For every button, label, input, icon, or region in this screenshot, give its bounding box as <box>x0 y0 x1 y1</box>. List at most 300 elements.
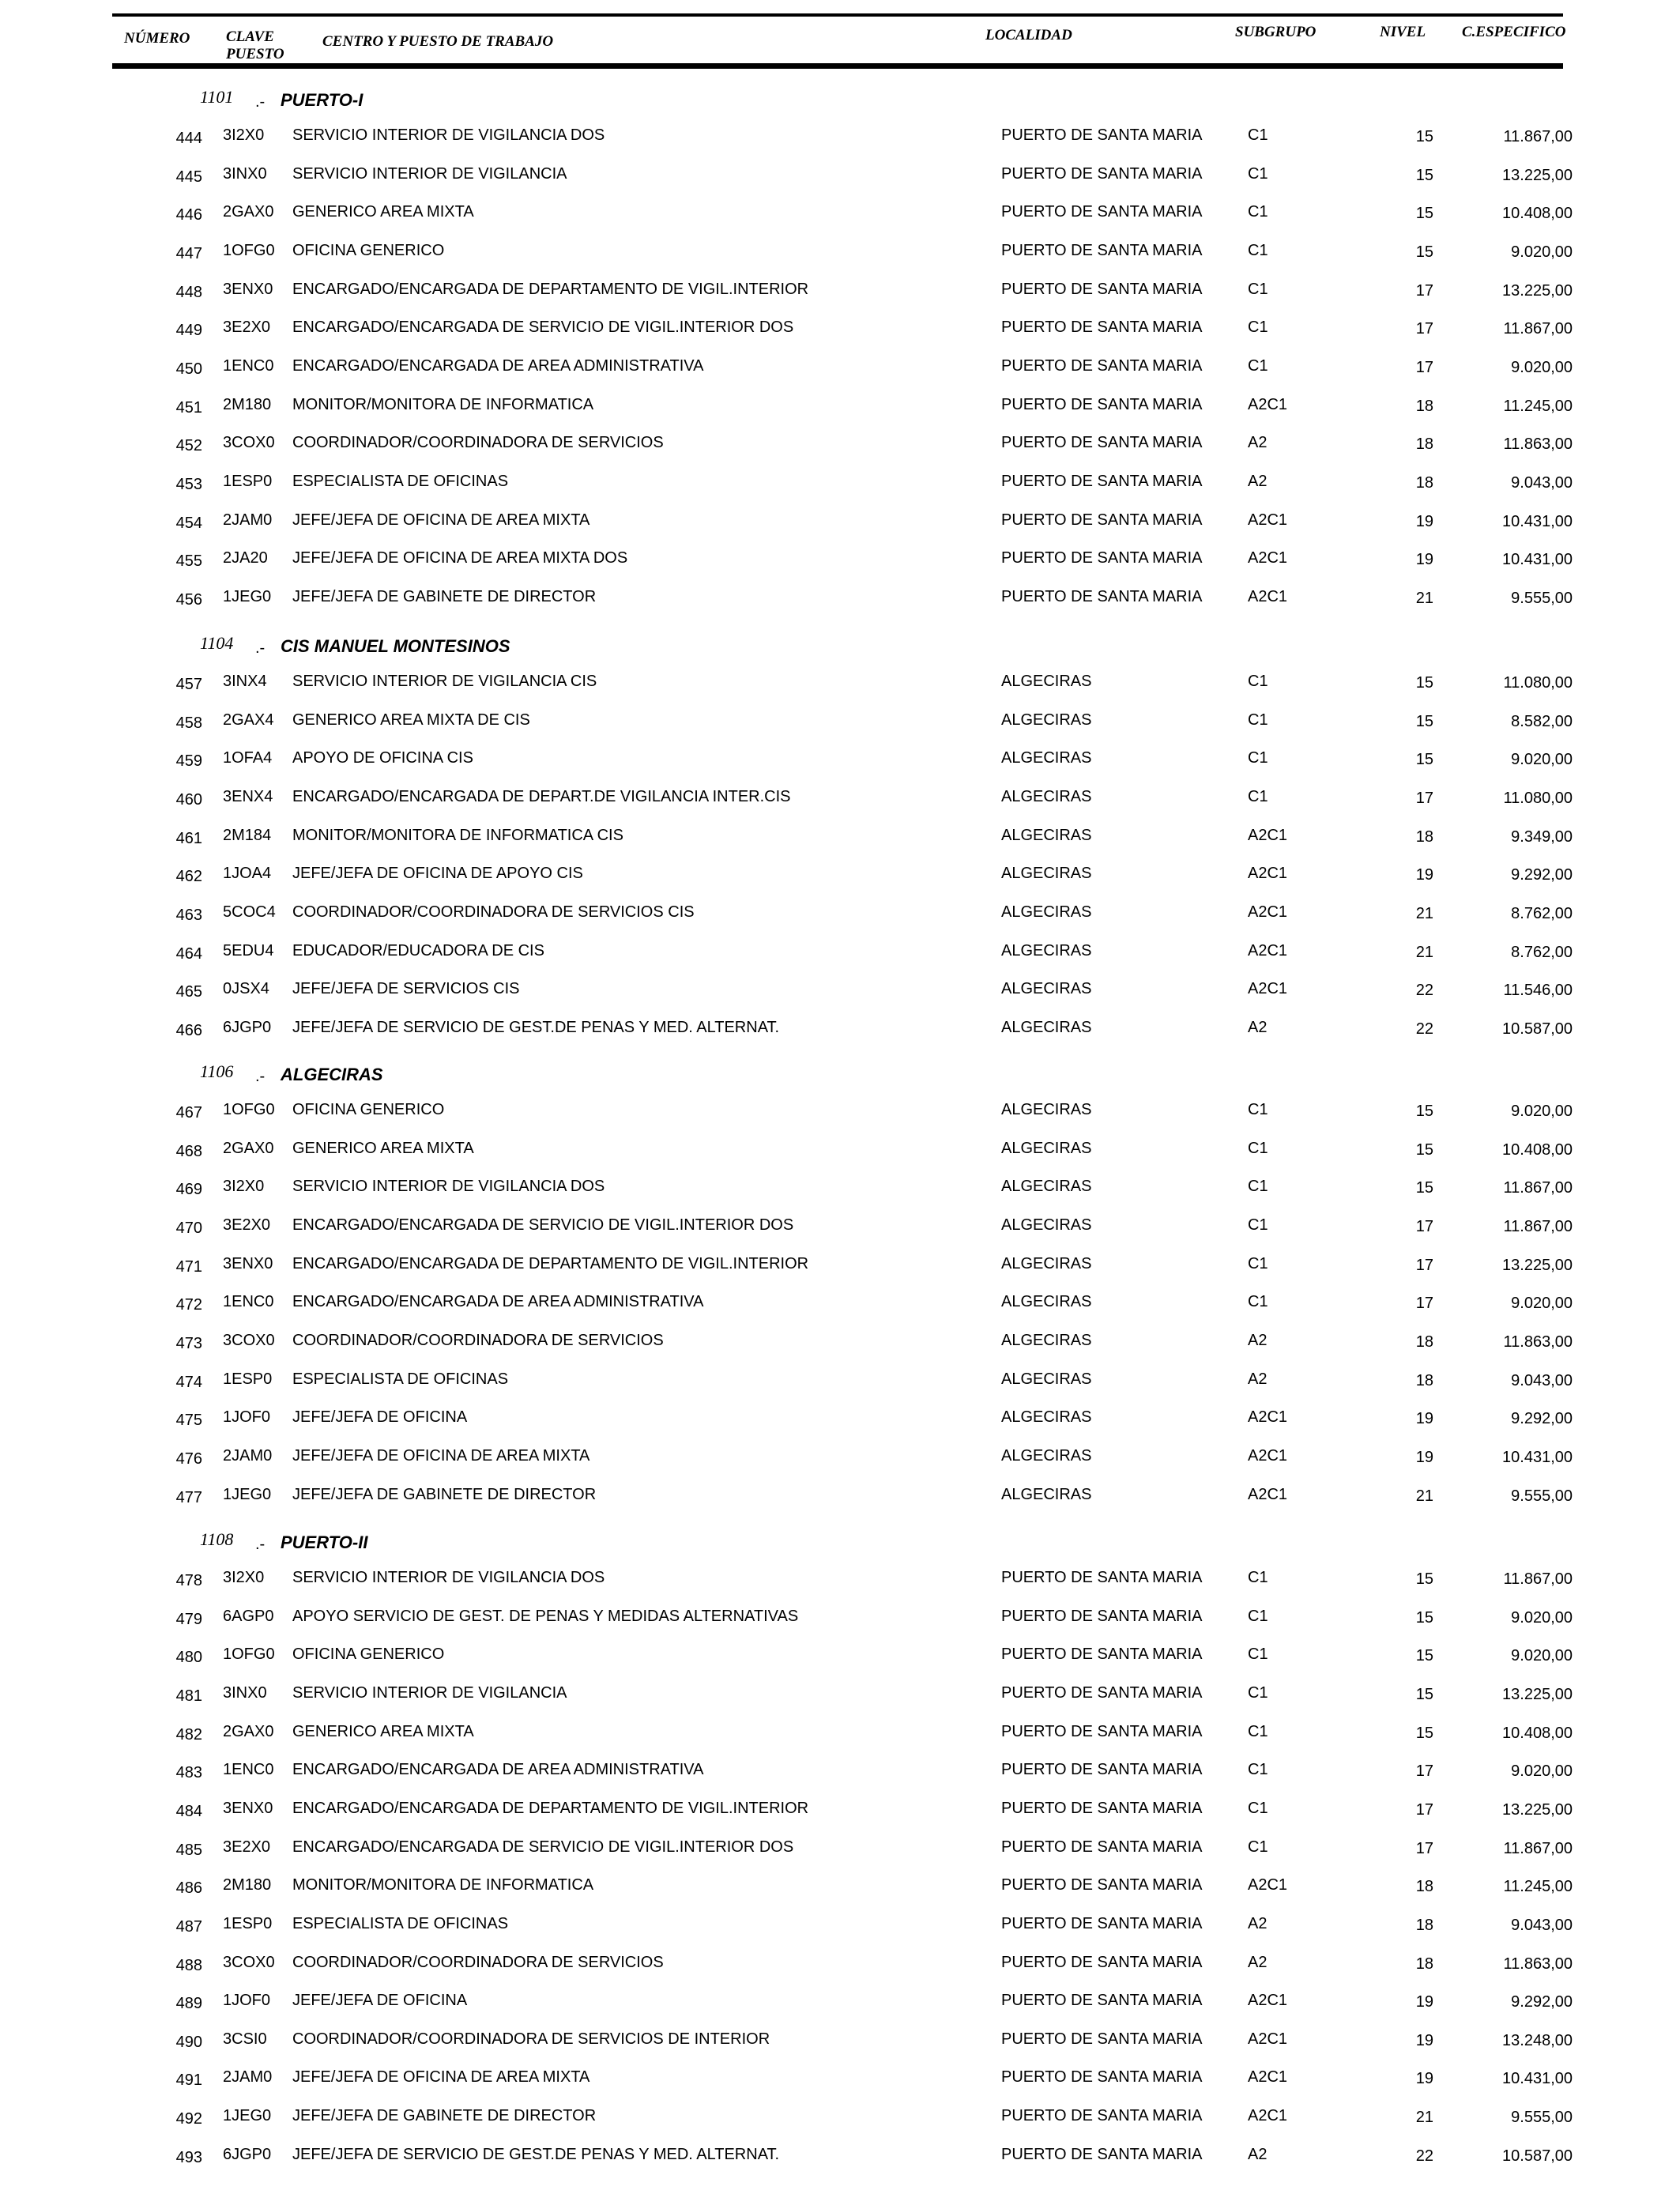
centro-cell: JEFE/JEFA DE SERVICIO DE GEST.DE PENAS Y MED. ALTERNAT. <box>292 2146 780 2163</box>
localidad-cell: PUERTO DE SANTA MARIA <box>1001 1569 1203 1586</box>
subgrupo-cell: A2C1 <box>1248 1992 1288 2009</box>
centro-cell: JEFE/JEFA DE GABINETE DE DIRECTOR <box>292 588 597 605</box>
subgrupo-cell: C1 <box>1248 1838 1268 1856</box>
centro-cell: JEFE/JEFA DE GABINETE DE DIRECTOR <box>292 1486 597 1503</box>
localidad-cell: PUERTO DE SANTA MARIA <box>1001 126 1203 144</box>
centro-cell: ENCARGADO/ENCARGADA DE AREA ADMINISTRATIVA <box>292 1293 704 1310</box>
numero-cell: 476 <box>175 1450 202 1468</box>
centro-cell: SERVICIO INTERIOR DE VIGILANCIA DOS <box>292 1178 605 1195</box>
centro-cell: JEFE/JEFA DE OFICINA DE AREA MIXTA <box>292 2068 590 2086</box>
nivel-cell: 17 <box>1415 282 1433 300</box>
section-code: 1106 <box>200 1061 234 1081</box>
clave-cell: 3INX4 <box>223 673 267 690</box>
c-especifico-cell: 10.408,00 <box>1502 1725 1573 1742</box>
clave-cell: 3I2X0 <box>223 126 265 144</box>
clave-cell: 3INX0 <box>223 1684 267 1702</box>
numero-cell: 471 <box>175 1258 202 1276</box>
subgrupo-cell: C1 <box>1248 1140 1268 1157</box>
localidad-cell: PUERTO DE SANTA MARIA <box>1001 2146 1203 2163</box>
clave-cell: 5EDU4 <box>223 942 274 959</box>
numero-cell: 463 <box>175 907 202 924</box>
c-especifico-cell: 11.546,00 <box>1503 982 1573 999</box>
centro-cell: GENERICO AREA MIXTA <box>292 203 474 221</box>
c-especifico-cell: 11.867,00 <box>1503 320 1573 337</box>
table-row <box>0 1721 1680 1748</box>
table-row <box>0 548 1680 575</box>
c-especifico-cell: 11.080,00 <box>1503 674 1573 692</box>
table-row <box>0 1837 1680 1864</box>
nivel-cell: 15 <box>1415 167 1433 184</box>
nivel-cell: 19 <box>1415 1449 1433 1466</box>
nivel-cell: 17 <box>1415 1257 1433 1274</box>
numero-cell: 493 <box>175 2149 202 2166</box>
nivel-cell: 18 <box>1415 1955 1433 1973</box>
centro-cell: SERVICIO INTERIOR DE VIGILANCIA <box>292 165 567 183</box>
nivel-cell: 19 <box>1415 513 1433 530</box>
numero-cell: 467 <box>175 1104 202 1122</box>
subgrupo-cell: A2C1 <box>1248 1408 1288 1426</box>
centro-cell: JEFE/JEFA DE SERVICIO DE GEST.DE PENAS Y MED. ALTERNAT. <box>292 1019 780 1036</box>
table-row <box>0 2029 1680 2056</box>
numero-cell: 468 <box>175 1143 202 1160</box>
table-row <box>0 510 1680 537</box>
subgrupo-cell: A2C1 <box>1248 827 1288 844</box>
numero-cell: 479 <box>175 1611 202 1628</box>
c-especifico-cell: 11.863,00 <box>1503 1333 1573 1351</box>
subgrupo-cell: A2 <box>1248 1332 1268 1349</box>
centro-cell: MONITOR/MONITORA DE INFORMATICA CIS <box>292 827 623 844</box>
localidad-cell: PUERTO DE SANTA MARIA <box>1001 1800 1203 1817</box>
subgrupo-cell: C1 <box>1248 1800 1268 1817</box>
centro-cell: COORDINADOR/COORDINADORA DE SERVICIOS <box>292 1954 664 1971</box>
section-header <box>0 1061 1680 1093</box>
table-row <box>0 1176 1680 1203</box>
table-row <box>0 1683 1680 1710</box>
numero-cell: 462 <box>175 868 202 885</box>
c-especifico-cell: 11.863,00 <box>1503 1955 1573 1973</box>
subgrupo-cell: A2C1 <box>1248 2068 1288 2086</box>
table-row <box>0 1407 1680 1434</box>
section-separator: .- <box>255 1068 266 1085</box>
section-name: ALGECIRAS <box>281 1065 383 1084</box>
localidad-cell: PUERTO DE SANTA MARIA <box>1001 1723 1203 1740</box>
subgrupo-cell: A2 <box>1248 473 1268 490</box>
subgrupo-cell: C1 <box>1248 711 1268 729</box>
table-row <box>0 1446 1680 1472</box>
centro-cell: JEFE/JEFA DE OFICINA <box>292 1992 468 2009</box>
nivel-cell: 18 <box>1415 398 1433 415</box>
localidad-cell: ALGECIRAS <box>1001 711 1092 729</box>
table-row <box>0 240 1680 267</box>
c-especifico-cell: 13.225,00 <box>1502 1801 1573 1819</box>
nivel-cell: 18 <box>1415 1333 1433 1351</box>
localidad-cell: PUERTO DE SANTA MARIA <box>1001 319 1203 336</box>
table-row <box>0 863 1680 890</box>
numero-cell: 464 <box>175 945 202 963</box>
clave-cell: 1JOA4 <box>223 865 272 882</box>
clave-cell: 3E2X0 <box>223 319 271 336</box>
centro-cell: ESPECIALISTA DE OFICINAS <box>292 1915 509 1932</box>
numero-cell: 478 <box>175 1572 202 1589</box>
section-name: PUERTO-I <box>281 90 363 110</box>
centro-cell: SERVICIO INTERIOR DE VIGILANCIA DOS <box>292 1569 605 1586</box>
nivel-cell: 19 <box>1415 1410 1433 1427</box>
table-row <box>0 1875 1680 1902</box>
table-row <box>0 941 1680 967</box>
numero-cell: 444 <box>175 130 202 147</box>
table-row <box>0 317 1680 344</box>
subgrupo-cell: C1 <box>1248 1255 1268 1272</box>
clave-cell: 6AGP0 <box>223 1608 274 1625</box>
numero-cell: 487 <box>175 1918 202 1936</box>
localidad-cell: ALGECIRAS <box>1001 1216 1092 1234</box>
localidad-cell: ALGECIRAS <box>1001 1486 1092 1503</box>
c-especifico-cell: 8.762,00 <box>1511 905 1573 922</box>
centro-cell: JEFE/JEFA DE OFICINA DE AREA MIXTA <box>292 1447 590 1465</box>
c-especifico-cell: 9.020,00 <box>1511 1762 1573 1780</box>
localidad-cell: PUERTO DE SANTA MARIA <box>1001 396 1203 413</box>
table-row <box>0 1759 1680 1786</box>
nivel-cell: 21 <box>1415 905 1433 922</box>
nivel-cell: 19 <box>1415 2032 1433 2049</box>
centro-cell: ENCARGADO/ENCARGADA DE AREA ADMINISTRATIVA <box>292 357 704 375</box>
nivel-cell: 18 <box>1415 435 1433 453</box>
table-row <box>0 1099 1680 1126</box>
c-especifico-cell: 10.431,00 <box>1502 551 1573 568</box>
localidad-cell: PUERTO DE SANTA MARIA <box>1001 549 1203 567</box>
nivel-cell: 15 <box>1415 1686 1433 1703</box>
localidad-cell: ALGECIRAS <box>1001 980 1092 997</box>
localidad-cell: PUERTO DE SANTA MARIA <box>1001 1992 1203 2009</box>
nivel-cell: 15 <box>1415 1609 1433 1627</box>
centro-cell: GENERICO AREA MIXTA <box>292 1723 474 1740</box>
numero-cell: 486 <box>175 1879 202 1897</box>
c-especifico-cell: 9.292,00 <box>1511 1410 1573 1427</box>
clave-cell: 1OFA4 <box>223 749 273 767</box>
centro-cell: JEFE/JEFA DE OFICINA DE AREA MIXTA DOS <box>292 549 628 567</box>
centro-cell: OFICINA GENERICO <box>292 242 445 259</box>
c-especifico-cell: 8.582,00 <box>1511 713 1573 730</box>
clave-cell: 1ENC0 <box>223 1761 274 1778</box>
clave-cell: 3COX0 <box>223 434 275 451</box>
subgrupo-cell: C1 <box>1248 1723 1268 1740</box>
table-row <box>0 1330 1680 1357</box>
numero-cell: 457 <box>175 676 202 693</box>
centro-cell: SERVICIO INTERIOR DE VIGILANCIA DOS <box>292 126 605 144</box>
localidad-cell: PUERTO DE SANTA MARIA <box>1001 281 1203 298</box>
centro-cell: ESPECIALISTA DE OFICINAS <box>292 473 509 490</box>
nivel-cell: 19 <box>1415 2070 1433 2087</box>
c-especifico-cell: 13.225,00 <box>1502 1257 1573 1274</box>
c-especifico-cell: 10.587,00 <box>1502 2147 1573 2165</box>
centro-cell: ENCARGADO/ENCARGADA DE DEPARTAMENTO DE VIGIL.INTERIOR <box>292 1255 809 1272</box>
subgrupo-cell: A2C1 <box>1248 865 1288 882</box>
clave-cell: 6JGP0 <box>223 2146 272 2163</box>
numero-cell: 485 <box>175 1842 202 1859</box>
clave-cell: 1OFG0 <box>223 1101 275 1118</box>
subgrupo-cell: A2 <box>1248 1954 1268 1971</box>
localidad-cell: ALGECIRAS <box>1001 1255 1092 1272</box>
column-header-nivel: NIVEL <box>1380 24 1426 40</box>
numero-cell: 484 <box>175 1803 202 1820</box>
table-row <box>0 748 1680 775</box>
clave-cell: 3ENX0 <box>223 281 273 298</box>
localidad-cell: PUERTO DE SANTA MARIA <box>1001 1761 1203 1778</box>
subgrupo-cell: C1 <box>1248 319 1268 336</box>
numero-cell: 449 <box>175 322 202 339</box>
c-especifico-cell: 13.225,00 <box>1502 282 1573 300</box>
centro-cell: JEFE/JEFA DE OFICINA DE AREA MIXTA <box>292 511 590 529</box>
centro-cell: COORDINADOR/COORDINADORA DE SERVICIOS CIS <box>292 903 695 921</box>
localidad-cell: ALGECIRAS <box>1001 1293 1092 1310</box>
localidad-cell: PUERTO DE SANTA MARIA <box>1001 357 1203 375</box>
table-row <box>0 2067 1680 2094</box>
numero-cell: 492 <box>175 2110 202 2128</box>
localidad-cell: ALGECIRAS <box>1001 1140 1092 1157</box>
clave-cell: 1ESP0 <box>223 1370 273 1388</box>
c-especifico-cell: 8.762,00 <box>1511 944 1573 961</box>
clave-cell: 3E2X0 <box>223 1216 271 1234</box>
section-separator: .- <box>255 93 266 111</box>
table-row <box>0 471 1680 498</box>
c-especifico-cell: 10.431,00 <box>1502 2070 1573 2087</box>
numero-cell: 490 <box>175 2034 202 2051</box>
nivel-cell: 15 <box>1415 243 1433 261</box>
subgrupo-cell: C1 <box>1248 1101 1268 1118</box>
numero-cell: 447 <box>175 245 202 262</box>
table-row <box>0 1369 1680 1396</box>
table-row <box>0 202 1680 228</box>
clave-cell: 3CSI0 <box>223 2030 267 2048</box>
numero-cell: 458 <box>175 714 202 732</box>
section-separator: .- <box>255 639 266 657</box>
nivel-cell: 17 <box>1415 1840 1433 1857</box>
c-especifico-cell: 11.867,00 <box>1503 128 1573 145</box>
table-row <box>0 2144 1680 2171</box>
subgrupo-cell: A2C1 <box>1248 1486 1288 1503</box>
clave-cell: 1ESP0 <box>223 1915 273 1932</box>
subgrupo-cell: C1 <box>1248 242 1268 259</box>
table-row <box>0 902 1680 929</box>
centro-cell: ENCARGADO/ENCARGADA DE SERVICIO DE VIGIL.INTERIOR DOS <box>292 1838 794 1856</box>
centro-cell: MONITOR/MONITORA DE INFORMATICA <box>292 396 594 413</box>
numero-cell: 488 <box>175 1957 202 1974</box>
subgrupo-cell: C1 <box>1248 1761 1268 1778</box>
clave-cell: 1JEG0 <box>223 2107 272 2124</box>
column-header-numero: NÚMERO <box>124 30 190 47</box>
nivel-cell: 21 <box>1415 590 1433 607</box>
centro-cell: JEFE/JEFA DE OFICINA <box>292 1408 468 1426</box>
column-header-centro: CENTRO Y PUESTO DE TRABAJO <box>322 33 554 50</box>
subgrupo-cell: C1 <box>1248 1646 1268 1663</box>
clave-cell: 3ENX0 <box>223 1800 273 1817</box>
clave-cell: 3I2X0 <box>223 1569 265 1586</box>
c-especifico-cell: 9.020,00 <box>1511 751 1573 768</box>
section-header <box>0 87 1680 119</box>
c-especifico-cell: 9.292,00 <box>1511 866 1573 884</box>
table-row <box>0 586 1680 613</box>
column-header-clave-line2: PUESTO <box>226 46 284 62</box>
subgrupo-cell: C1 <box>1248 1216 1268 1234</box>
numero-cell: 472 <box>175 1296 202 1314</box>
centro-cell: JEFE/JEFA DE GABINETE DE DIRECTOR <box>292 2107 597 2124</box>
centro-cell: COORDINADOR/COORDINADORA DE SERVICIOS DE INTERIOR <box>292 2030 770 2048</box>
subgrupo-cell: C1 <box>1248 1684 1268 1702</box>
subgrupo-cell: C1 <box>1248 126 1268 144</box>
clave-cell: 1ESP0 <box>223 473 273 490</box>
table-row <box>0 1484 1680 1511</box>
nivel-cell: 17 <box>1415 1801 1433 1819</box>
table-row <box>0 2105 1680 2132</box>
numero-cell: 477 <box>175 1489 202 1506</box>
subgrupo-cell: A2 <box>1248 1915 1268 1932</box>
c-especifico-cell: 9.020,00 <box>1511 1609 1573 1627</box>
localidad-cell: PUERTO DE SANTA MARIA <box>1001 1876 1203 1894</box>
localidad-cell: PUERTO DE SANTA MARIA <box>1001 2107 1203 2124</box>
nivel-cell: 15 <box>1415 1179 1433 1197</box>
section-code: 1101 <box>200 87 234 107</box>
clave-cell: 3ENX0 <box>223 1255 273 1272</box>
numero-cell: 474 <box>175 1374 202 1391</box>
c-especifico-cell: 9.020,00 <box>1511 1647 1573 1664</box>
numero-cell: 491 <box>175 2071 202 2089</box>
numero-cell: 460 <box>175 791 202 809</box>
localidad-cell: PUERTO DE SANTA MARIA <box>1001 2030 1203 2048</box>
subgrupo-cell: C1 <box>1248 673 1268 690</box>
nivel-cell: 17 <box>1415 359 1433 376</box>
subgrupo-cell: C1 <box>1248 281 1268 298</box>
nivel-cell: 19 <box>1415 1993 1433 2011</box>
numero-cell: 481 <box>175 1687 202 1705</box>
centro-cell: SERVICIO INTERIOR DE VIGILANCIA <box>292 1684 567 1702</box>
c-especifico-cell: 13.225,00 <box>1502 167 1573 184</box>
numero-cell: 452 <box>175 437 202 454</box>
localidad-cell: PUERTO DE SANTA MARIA <box>1001 1608 1203 1625</box>
table-row <box>0 432 1680 459</box>
nivel-cell: 22 <box>1415 2147 1433 2165</box>
localidad-cell: PUERTO DE SANTA MARIA <box>1001 2068 1203 2086</box>
table-row <box>0 1798 1680 1825</box>
localidad-cell: ALGECIRAS <box>1001 1019 1092 1036</box>
c-especifico-cell: 11.863,00 <box>1503 435 1573 453</box>
clave-cell: 6JGP0 <box>223 1019 272 1036</box>
c-especifico-cell: 11.245,00 <box>1503 1878 1573 1895</box>
section-code: 1104 <box>200 633 234 653</box>
subgrupo-cell: A2C1 <box>1248 903 1288 921</box>
numero-cell: 456 <box>175 591 202 609</box>
localidad-cell: ALGECIRAS <box>1001 942 1092 959</box>
centro-cell: ENCARGADO/ENCARGADA DE AREA ADMINISTRATIVA <box>292 1761 704 1778</box>
clave-cell: 2GAX0 <box>223 203 274 221</box>
localidad-cell: ALGECIRAS <box>1001 788 1092 805</box>
localidad-cell: PUERTO DE SANTA MARIA <box>1001 473 1203 490</box>
c-especifico-cell: 10.408,00 <box>1502 1141 1573 1159</box>
clave-cell: 2JAM0 <box>223 511 273 529</box>
clave-cell: 2M184 <box>223 827 272 844</box>
c-especifico-cell: 11.245,00 <box>1503 398 1573 415</box>
centro-cell: COORDINADOR/COORDINADORA DE SERVICIOS <box>292 1332 664 1349</box>
numero-cell: 455 <box>175 552 202 570</box>
numero-cell: 453 <box>175 476 202 493</box>
centro-cell: ENCARGADO/ENCARGADA DE DEPARTAMENTO DE VIGIL.INTERIOR <box>292 1800 809 1817</box>
localidad-cell: PUERTO DE SANTA MARIA <box>1001 434 1203 451</box>
numero-cell: 473 <box>175 1335 202 1352</box>
subgrupo-cell: C1 <box>1248 1293 1268 1310</box>
c-especifico-cell: 11.867,00 <box>1503 1179 1573 1197</box>
c-especifico-cell: 9.555,00 <box>1511 1487 1573 1505</box>
localidad-cell: ALGECIRAS <box>1001 1370 1092 1388</box>
centro-cell: ENCARGADO/ENCARGADA DE SERVICIO DE VIGIL.INTERIOR DOS <box>292 1216 794 1234</box>
clave-cell: 5COC4 <box>223 903 276 921</box>
table-row <box>0 1138 1680 1165</box>
numero-cell: 470 <box>175 1220 202 1237</box>
localidad-cell: PUERTO DE SANTA MARIA <box>1001 1838 1203 1856</box>
nivel-cell: 17 <box>1415 1762 1433 1780</box>
table-row <box>0 1952 1680 1979</box>
subgrupo-cell: C1 <box>1248 203 1268 221</box>
numero-cell: 475 <box>175 1412 202 1429</box>
c-especifico-cell: 9.555,00 <box>1511 590 1573 607</box>
subgrupo-cell: C1 <box>1248 1569 1268 1586</box>
nivel-cell: 19 <box>1415 551 1433 568</box>
centro-cell: APOYO DE OFICINA CIS <box>292 749 473 767</box>
localidad-cell: PUERTO DE SANTA MARIA <box>1001 1954 1203 1971</box>
column-header-clave-line1: CLAVE <box>226 28 274 45</box>
c-especifico-cell: 9.555,00 <box>1511 2109 1573 2126</box>
c-especifico-cell: 11.867,00 <box>1503 1840 1573 1857</box>
table-row <box>0 1990 1680 2017</box>
subgrupo-cell: A2C1 <box>1248 1876 1288 1894</box>
centro-cell: GENERICO AREA MIXTA <box>292 1140 474 1157</box>
table-row <box>0 1644 1680 1671</box>
clave-cell: 1JEG0 <box>223 588 272 605</box>
subgrupo-cell: A2 <box>1248 1370 1268 1388</box>
column-header-subgrupo: SUBGRUPO <box>1235 24 1317 40</box>
clave-cell: 3E2X0 <box>223 1838 271 1856</box>
nivel-cell: 15 <box>1415 128 1433 145</box>
clave-cell: 1OFG0 <box>223 1646 275 1663</box>
localidad-cell: PUERTO DE SANTA MARIA <box>1001 203 1203 221</box>
c-especifico-cell: 9.020,00 <box>1511 1295 1573 1312</box>
localidad-cell: ALGECIRAS <box>1001 1408 1092 1426</box>
subgrupo-cell: A2 <box>1248 2146 1268 2163</box>
centro-cell: ESPECIALISTA DE OFICINAS <box>292 1370 509 1388</box>
nivel-cell: 15 <box>1415 1141 1433 1159</box>
table-row <box>0 279 1680 306</box>
localidad-cell: PUERTO DE SANTA MARIA <box>1001 1684 1203 1702</box>
nivel-cell: 17 <box>1415 1218 1433 1235</box>
numero-cell: 446 <box>175 206 202 224</box>
subgrupo-cell: A2 <box>1248 1019 1268 1036</box>
c-especifico-cell: 9.020,00 <box>1511 1103 1573 1120</box>
clave-cell: 3I2X0 <box>223 1178 265 1195</box>
table-row <box>0 1291 1680 1318</box>
subgrupo-cell: A2C1 <box>1248 588 1288 605</box>
localidad-cell: PUERTO DE SANTA MARIA <box>1001 511 1203 529</box>
clave-cell: 2GAX0 <box>223 1140 274 1157</box>
centro-cell: SERVICIO INTERIOR DE VIGILANCIA CIS <box>292 673 597 690</box>
nivel-cell: 18 <box>1415 1878 1433 1895</box>
localidad-cell: ALGECIRAS <box>1001 1178 1092 1195</box>
centro-cell: ENCARGADO/ENCARGADA DE SERVICIO DE VIGIL.INTERIOR DOS <box>292 319 794 336</box>
section-name: CIS MANUEL MONTESINOS <box>281 636 510 656</box>
centro-cell: MONITOR/MONITORA DE INFORMATICA <box>292 1876 594 1894</box>
numero-cell: 445 <box>175 168 202 186</box>
section-separator: .- <box>255 1536 266 1553</box>
subgrupo-cell: C1 <box>1248 1608 1268 1625</box>
section-name: PUERTO-II <box>281 1532 368 1552</box>
section-header <box>0 633 1680 665</box>
